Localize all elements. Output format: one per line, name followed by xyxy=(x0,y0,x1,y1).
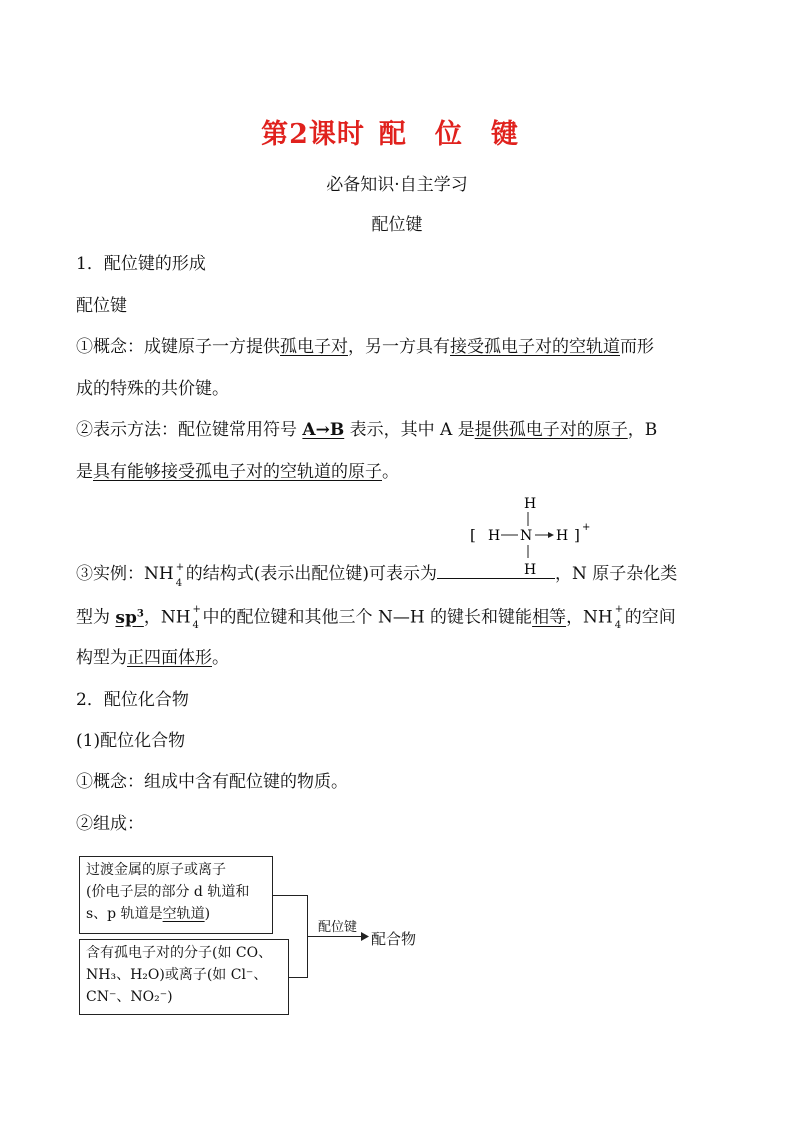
concept-line-2: 成的特殊的共价键。 xyxy=(76,379,229,399)
ion-sign: + 4 xyxy=(175,562,185,589)
text: ，N 原子杂化类 xyxy=(554,564,678,584)
atom-h-right: H xyxy=(556,528,569,544)
concept-line-1 xyxy=(76,335,654,359)
text: 型为 xyxy=(76,607,110,628)
text: 的空间 xyxy=(624,607,676,628)
answer-hybridization: $sp^3$ xyxy=(115,607,144,628)
atom-h-left: H xyxy=(488,528,501,544)
example-line-3 xyxy=(76,646,229,670)
answer-equal: 相等 xyxy=(532,607,567,628)
text: ，NH xyxy=(143,607,191,628)
ligand-box xyxy=(79,939,289,1015)
box2-line3: CN⁻、NO₂⁻) xyxy=(86,989,173,1005)
arrow-head-icon xyxy=(361,932,369,941)
answer-blank xyxy=(437,560,555,579)
atom-h-bottom: H xyxy=(524,562,537,578)
ion-sign: + 4 xyxy=(192,604,201,631)
bracket-left: [ xyxy=(470,526,476,544)
text: 构型为 xyxy=(76,648,127,668)
text: ③实例：NH xyxy=(76,564,174,584)
notation-line-1 xyxy=(76,418,657,442)
subheading-coordinate-bond: 配位键 xyxy=(76,296,127,316)
charge-plus: + xyxy=(582,522,591,533)
text: ，另一方具有 xyxy=(348,337,450,357)
arrow-head xyxy=(548,532,554,538)
arrow-label: 配位键 xyxy=(318,920,358,935)
text: ②表示方法：配位键常用符号 xyxy=(76,420,297,440)
box2-line2: NH₃、H₂O)或离子(如 Cl⁻、 xyxy=(86,967,268,983)
text: 而形 xyxy=(620,337,654,357)
text: 表示，其中 A 是 xyxy=(349,420,475,440)
box1-line3: s、p 轨道是空轨道) xyxy=(86,906,211,922)
answer-empty-orbital: 接受孤电子对的空轨道 xyxy=(450,337,620,357)
answer-donor-atom: 提供孤电子对的原子 xyxy=(474,420,628,440)
heading-1: 1．配位键的形成 xyxy=(76,254,206,274)
title-char-3: 键 xyxy=(490,119,519,150)
subheading-complex: (1)配位化合物 xyxy=(76,731,186,751)
answer-acceptor-atom: 具有能够接受孤电子对的空轨道的原子 xyxy=(93,462,382,482)
example-line-2 xyxy=(76,602,676,630)
text: 中的配位键和其他三个 N—H 的键长和键能 xyxy=(202,607,533,628)
text: 是 xyxy=(76,462,93,482)
text: ①概念：成键原子一方提供 xyxy=(76,337,280,357)
ion-sign: + 4 xyxy=(614,604,624,631)
notation-line-2 xyxy=(76,460,399,484)
title-lesson: 第2课时 xyxy=(261,119,365,150)
page-title xyxy=(0,112,794,151)
answer-shape: 正四面体形 xyxy=(127,648,212,668)
example-line-1 xyxy=(76,560,678,589)
text: 的结构式(表示出配位键)可表示为 xyxy=(185,564,437,584)
box2-line1: 含有孤电子对的分子(如 CO、 xyxy=(86,945,273,961)
text: ，B xyxy=(627,420,658,440)
product-label: 配合物 xyxy=(371,930,417,948)
subtitle: 必备知识·自主学习 xyxy=(326,175,468,195)
connector-bottom xyxy=(289,977,307,978)
answer-arrow-symbol: A→B xyxy=(302,420,345,440)
text: ，NH xyxy=(566,607,613,628)
text: 。 xyxy=(212,648,229,668)
text: 。 xyxy=(382,462,399,482)
connector-arrow-line xyxy=(307,936,363,937)
title-char-1: 配 xyxy=(378,119,407,150)
connector-top xyxy=(273,895,307,896)
answer-lone-pair: 孤电子对 xyxy=(280,337,348,357)
bracket-right: ] xyxy=(574,526,580,544)
atom-n: N xyxy=(520,528,533,544)
atom-h-top: H xyxy=(524,496,537,512)
complex-composition: ②组成： xyxy=(76,814,144,834)
central-atom-box xyxy=(79,856,273,934)
section-heading: 配位键 xyxy=(371,215,423,235)
box1-line2: (价电子层的部分 d 轨道和 xyxy=(86,884,250,900)
box1-line1: 过渡金属的原子或离子 xyxy=(86,862,226,878)
title-char-2: 位 xyxy=(434,119,463,150)
heading-2: 2．配位化合物 xyxy=(76,690,189,710)
complex-concept: ①概念：组成中含有配位键的物质。 xyxy=(76,772,348,792)
